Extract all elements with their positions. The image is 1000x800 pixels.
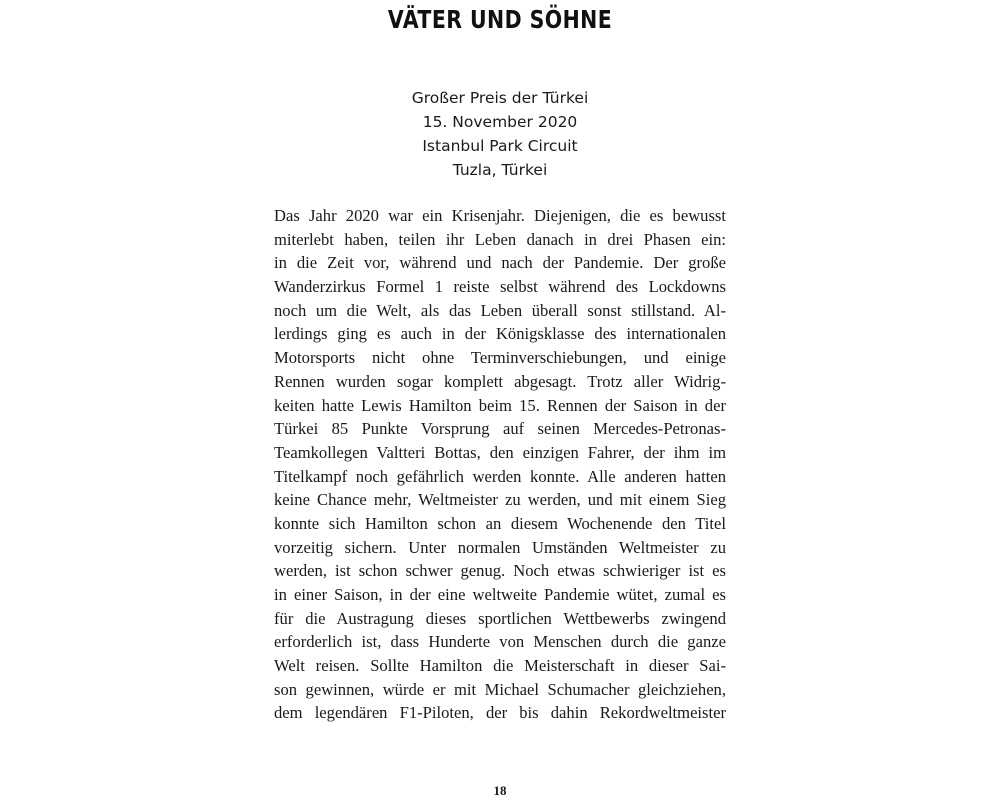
body-line: konnte sich Hamilton schon an diesem Wochenende den Titel bbox=[274, 513, 726, 533]
body-line: miterlebt haben, teilen ihr Leben danach in drei Phasen ein: bbox=[274, 229, 726, 249]
body-line: lerdings ging es auch in der Königsklasse des internationalen bbox=[274, 324, 726, 344]
body-line: in einer Saison, in der eine weltweite Pandemie wütet, zumal es bbox=[274, 585, 726, 604]
body-line: Teamkollegen Valtteri Bottas, den einzigen Fahrer, der ihm im bbox=[274, 442, 726, 462]
body-line: son gewinnen, würde er mit Michael Schumacher gleichziehen, bbox=[274, 679, 726, 699]
page-number: 18 bbox=[493, 783, 507, 798]
body-line: für die Austragung dieses sportlichen Wettbewerbs zwingend bbox=[274, 608, 726, 628]
body-line: werden, ist schon schwer genug. Noch etwas schwieriger ist es bbox=[274, 561, 726, 581]
race-info bbox=[0, 86, 1000, 182]
race-circuit: Istanbul Park Circuit bbox=[422, 137, 578, 155]
body-line: Das Jahr 2020 war ein Krisenjahr. Diejenigen, die es bewusst bbox=[274, 206, 726, 225]
race-date: 15. November 2020 bbox=[422, 113, 578, 131]
race-name: Großer Preis der Türkei bbox=[411, 89, 589, 107]
body-line: keiten hatte Lewis Hamilton beim 15. Rennen der Saison in der bbox=[274, 395, 726, 415]
body-line: Rennen wurden sogar komplett abgesagt. Trotz aller Widrig- bbox=[274, 371, 726, 391]
body-line: Motorsports nicht ohne Terminverschiebungen, und einige bbox=[274, 348, 726, 368]
race-location: Tuzla, Türkei bbox=[452, 161, 548, 179]
body-paragraph bbox=[274, 204, 726, 725]
body-line: Welt reisen. Sollte Hamilton die Meisterschaft in dieser Sai- bbox=[274, 656, 726, 676]
body-line: in die Zeit vor, während und nach der Pandemie. Der große bbox=[274, 253, 726, 273]
chapter-title: VÄTER UND SÖHNE bbox=[387, 5, 613, 34]
body-line: Titelkampf noch gefährlich werden konnte. Alle anderen hatten bbox=[274, 466, 726, 486]
body-line: Wanderzirkus Formel 1 reiste selbst während des Lockdowns bbox=[274, 277, 726, 297]
body-line: noch um die Welt, als das Leben überall sonst stillstand. Al- bbox=[274, 300, 726, 320]
body-line: Türkei 85 Punkte Vorsprung auf seinen Mercedes-Petronas- bbox=[274, 419, 726, 439]
body-line: keine Chance mehr, Weltmeister zu werden, und mit einem Sieg bbox=[274, 490, 726, 510]
body-line: erforderlich ist, dass Hunderte von Menschen durch die ganze bbox=[274, 632, 726, 652]
body-line: dem legendären F1-Piloten, der bis dahin Rekordweltmeister bbox=[274, 703, 726, 723]
body-line: vorzeitig sichern. Unter normalen Umständen Weltmeister zu bbox=[274, 537, 726, 557]
